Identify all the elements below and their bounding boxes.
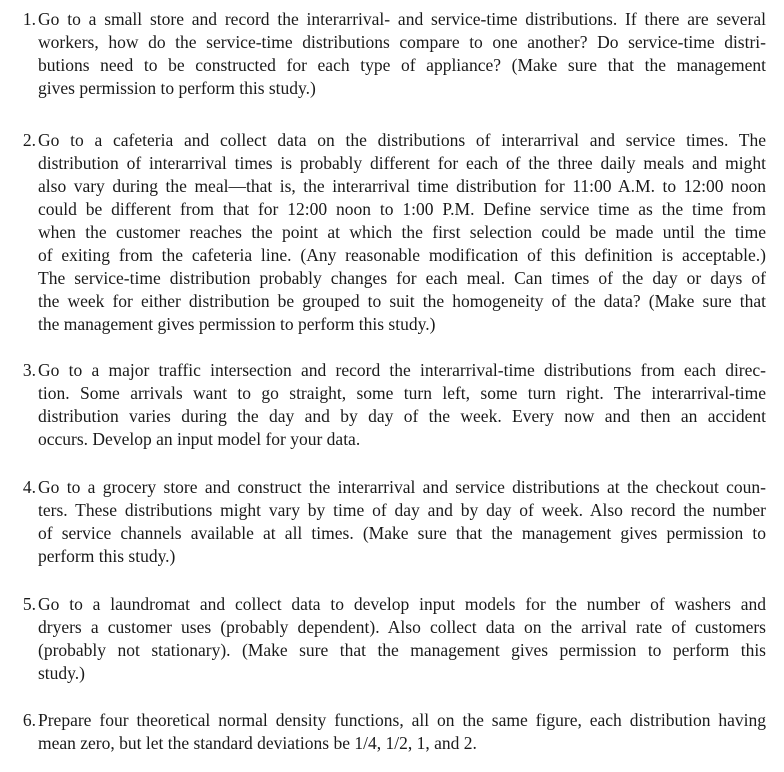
text-line: Prepare four theoretical normal density functions, all on the same figure, each distribution having xyxy=(38,710,766,730)
exercise-number: 3. xyxy=(22,360,36,380)
text-line: study.) xyxy=(38,663,85,683)
exercise-text xyxy=(38,593,766,685)
exercise-text xyxy=(38,8,766,100)
text-line: Go to a cafeteria and collect data on the distributions of interarrival and service times. The xyxy=(38,130,766,150)
text-line: could be different from that for 12:00 noon to 1:00 P.M. Define service time as the time from xyxy=(38,199,766,219)
text-line: butions need to be constructed for each type of appliance? (Make sure that the management xyxy=(38,55,766,75)
text-line: distribution of interarrival times is probably different for each of the three daily meals and might xyxy=(38,153,766,173)
text-line: Go to a major traffic intersection and record the interarrival-time distributions from each direc- xyxy=(38,360,766,380)
text-line: tion. Some arrivals want to go straight, some turn left, some turn right. The interarrival-time xyxy=(38,383,766,403)
exercise-text xyxy=(38,709,766,755)
text-line: gives permission to perform this study.) xyxy=(38,78,316,98)
text-line: also vary during the meal—that is, the interarrival time distribution for 11:00 A.M. to 12:00 noon xyxy=(38,176,766,196)
text-line: (probably not stationary). (Make sure that the management gives permission to perform this xyxy=(38,640,766,660)
exercise-number: 1. xyxy=(22,9,36,29)
text-line: perform this study.) xyxy=(38,546,176,566)
exercise-text xyxy=(38,129,766,336)
text-line: Go to a grocery store and construct the interarrival and service distributions at the checkout coun- xyxy=(38,477,766,497)
text-line: occurs. Develop an input model for your data. xyxy=(38,429,361,449)
exercise-number: 6. xyxy=(22,710,36,730)
exercise-text xyxy=(38,359,766,451)
text-line: Go to a small store and record the interarrival- and service-time distributions. If there are several xyxy=(38,9,766,29)
text-line: the management gives permission to perform this study.) xyxy=(38,314,436,334)
text-line: Go to a laundromat and collect data to develop input models for the number of washers and xyxy=(38,594,766,614)
exercise-number: 5. xyxy=(22,594,36,614)
text-line: dryers a customer uses (probably dependent). Also collect data on the arrival rate of customers xyxy=(38,617,766,637)
text-line: The service-time distribution probably changes for each meal. Can times of the day or days of xyxy=(38,268,766,288)
text-line: the week for either distribution be grouped to suit the homogeneity of the data? (Make sure that xyxy=(38,291,766,311)
exercise-number: 4. xyxy=(22,477,36,497)
text-line: ters. These distributions might vary by time of day and by day of week. Also record the number xyxy=(38,500,766,520)
text-line: when the customer reaches the point at which the first selection could be made until the time xyxy=(38,222,766,242)
text-line: of exiting from the cafeteria line. (Any reasonable modification of this definition is acceptable.) xyxy=(38,245,766,265)
text-line: mean zero, but let the standard deviations be 1/4, 1/2, 1, and 2. xyxy=(38,733,477,753)
text-line: workers, how do the service-time distributions compare to one another? Do service-time distri- xyxy=(38,32,766,52)
text-line: distribution varies during the day and by day of the week. Every now and then an accident xyxy=(38,406,766,426)
exercise-number: 2. xyxy=(22,130,36,150)
text-line: of service channels available at all times. (Make sure that the management gives permission to xyxy=(38,523,766,543)
exercise-text xyxy=(38,476,766,568)
